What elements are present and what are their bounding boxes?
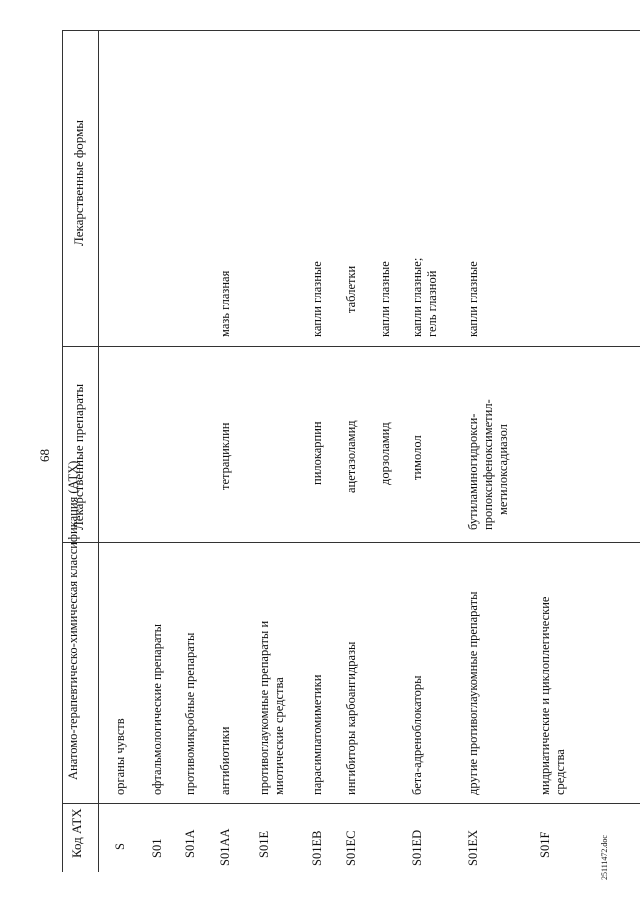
form-text-4: капли глазные; bbox=[410, 257, 424, 337]
row-2-code-text: S01A bbox=[183, 829, 197, 858]
row-10-code-text: S01F bbox=[538, 831, 552, 858]
class-text-3: антибиотики bbox=[218, 726, 232, 795]
row-8-code-text: S01ED bbox=[410, 829, 424, 866]
form-text-2: таблетки bbox=[344, 265, 358, 313]
row-0-code-text: S bbox=[113, 843, 127, 850]
form-text-6: капли глазные bbox=[466, 261, 480, 337]
footer-code: 25111472.doc bbox=[600, 835, 609, 880]
class-text-1: офтальмологические препараты bbox=[150, 623, 164, 795]
table-top-border-line bbox=[62, 30, 63, 872]
form-text-0: мазь глазная bbox=[218, 270, 232, 337]
header-code-text: Код АТХ bbox=[69, 808, 84, 858]
form-text-3: капли глазные bbox=[378, 261, 392, 337]
row-3-code-text: S01AA bbox=[218, 828, 232, 866]
drug-text-3: дорзоламид bbox=[378, 422, 392, 485]
header-forms-text: Лекарственные формы bbox=[71, 119, 86, 246]
drug-text-7: метилоксадиазол bbox=[496, 424, 510, 515]
row-5-code-text: S01EB bbox=[310, 830, 324, 866]
row-4-code-text: S01E bbox=[257, 830, 271, 858]
class-text-10: мидриатические и циклоплегические bbox=[538, 596, 552, 795]
class-text-9: другие противоглаукомные препараты bbox=[466, 591, 480, 795]
header-drugs-text: Лекарственные препараты bbox=[71, 383, 86, 530]
class-column-divider bbox=[62, 542, 640, 543]
class-text-7: ингибиторы карбоангидразы bbox=[344, 641, 358, 795]
drug-text-6: пропоксифеноксиметил- bbox=[481, 399, 495, 530]
class-text-6: парасимпатомиметики bbox=[310, 674, 324, 795]
class-text-2: противомикробные препараты bbox=[183, 632, 197, 795]
forms-column-divider bbox=[62, 30, 640, 31]
class-text-0: органы чувств bbox=[113, 718, 127, 795]
drug-text-4: тимолол bbox=[410, 435, 424, 480]
row-1-code-text: S01 bbox=[150, 838, 164, 858]
drug-text-0: тетрациклин bbox=[218, 422, 232, 490]
drug-text-2: ацетазоламид bbox=[344, 420, 358, 493]
drug-text-5: бутиламиногидрокси- bbox=[466, 413, 480, 530]
form-text-5: гель глазной bbox=[425, 270, 439, 337]
form-text-1: капли глазные bbox=[310, 261, 324, 337]
page-number-rotated: 68 bbox=[37, 449, 52, 462]
code-column-divider bbox=[62, 803, 640, 804]
class-text-11: средства bbox=[553, 749, 567, 795]
header-classification-line1: Анатомо-терапевтическо-химическая классификация (АТХ) bbox=[66, 460, 80, 780]
drug-text-1: пилокарпин bbox=[310, 421, 324, 485]
row-6-code-text: S01EC bbox=[344, 830, 358, 866]
row-9-code-text: S01EX bbox=[466, 829, 480, 866]
class-text-4: противоглаукомные препараты и bbox=[257, 620, 271, 795]
class-text-5: миотические средства bbox=[272, 677, 286, 795]
header-bottom-line bbox=[98, 30, 99, 872]
class-text-8: бета-адреноблокаторы bbox=[410, 675, 424, 795]
drugs-column-divider bbox=[62, 346, 640, 347]
